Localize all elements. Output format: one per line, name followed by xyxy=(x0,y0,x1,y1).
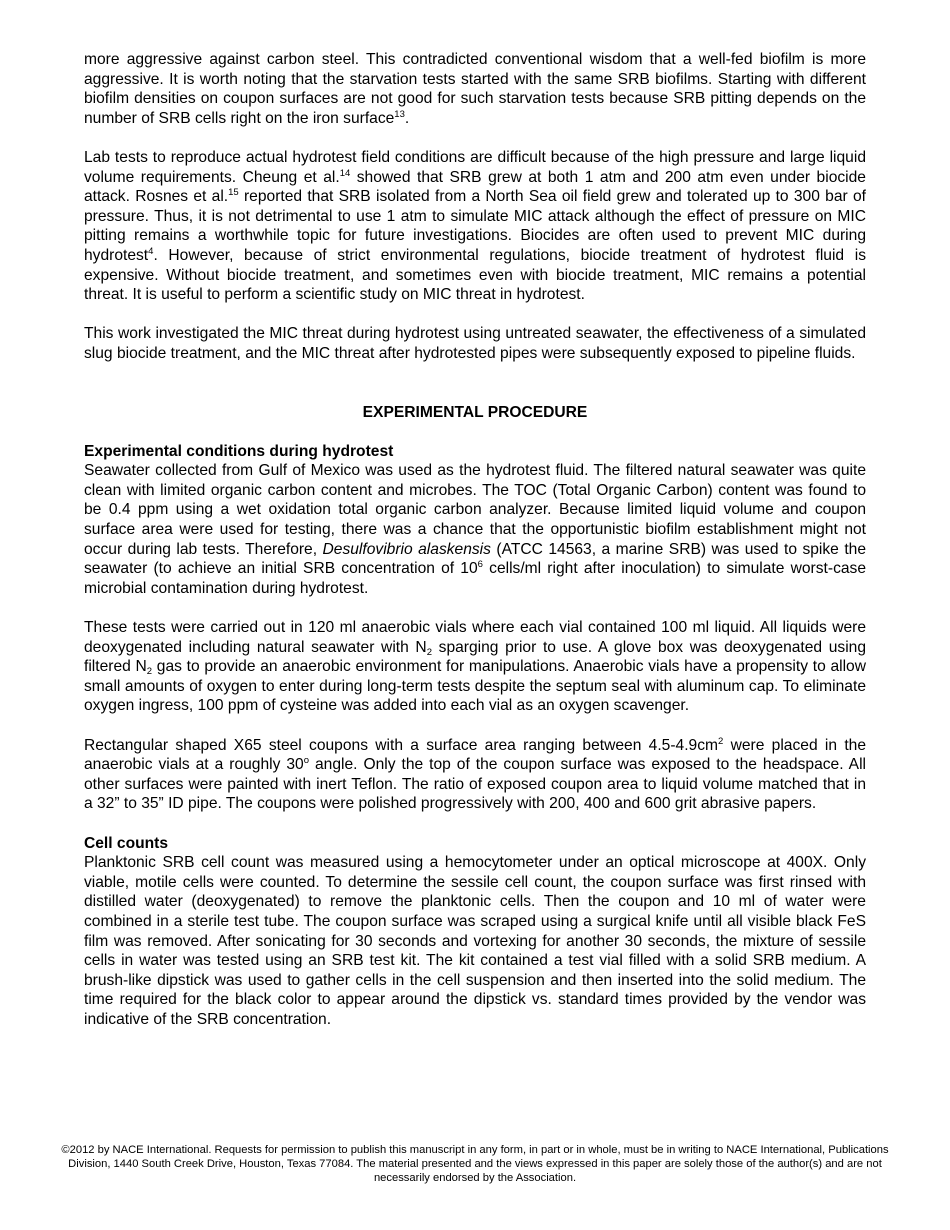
citation-ref: 4 xyxy=(148,245,154,257)
paragraph-lab-tests: Lab tests to reproduce actual hydrotest field conditions are difficult because of the high pressure and large liquid volume requirements. Cheung et al.$^{14}$ showed that SRB grew at both 1 atm and 200 atm even under biocide attack. Rosnes et al.$^{15}$ reported that SRB isolated from a North Sea oil field grew and tolerated up to 300 bar of pressure. Thus, it is not detrimental to use 1 atm to simulate MIC attack although the effect of pressure on MIC pitting remains a worthwhile topic for future investigations. Biocides are often used to prevent MIC during hydrotest$^4$. However, because of strict environmental regulations, biocide treatment of hydrotest fluid is expensive. Without biocide treatment, and sometimes even with biocide treatment, MIC remains a potential threat. It is useful to perform a scientific study on MIC threat in hydrotest. xyxy=(84,148,866,304)
paragraph-starvation-tests: more aggressive against carbon steel. This contradicted conventional wisdom that a well-fed biofilm is more aggressive. It is worth noting that the starvation tests started with the same SRB biofilms. Starting with different biofilm densities on coupon surfaces are not good for such starvation tests because SRB pitting depends on the number of SRB cells right on the iron surface$^{13}$. xyxy=(84,51,866,127)
exponent: 6 xyxy=(477,559,483,571)
subscript: 2 xyxy=(426,646,432,658)
citation-ref: 14 xyxy=(339,167,351,179)
page-content xyxy=(84,50,866,1030)
subscript: 2 xyxy=(146,666,153,678)
paragraph-anaerobic-vials: These tests were carried out in 120 ml anaerobic vials where each vial contained 100 ml liquid. All liquids were deoxygenated including natural seawater with $N_2$ sparging prior to use. A glove box was deoxygenated using filtered $N_2$ gas to provide an anaerobic environment for manipulations. Anaerobic vials have a propensity to allow small amounts of oxygen to enter during long-term tests despite the septum seal with aluminum cap. To eliminate oxygen ingress, 100 ppm of cysteine was added into each vial as an oxygen scavenger. xyxy=(84,619,867,715)
paragraph-cell-counts: Planktonic SRB cell count was measured using a hemocytometer under an optical microscope at 400X. Only viable, motile cells were counted. To determine the sessile cell count, the coupon surface was first rinsed with distilled water (deoxygenated) to remove the planktonic cells. Then the coupon and 10 ml of water were combined in a sterile test tube. The coupon surface was scraped using a surgical knife until all visible black FeS film was removed. After sonicating for 30 seconds and vortexing for another 30 seconds, the mixture of sessile cells in water was tested using an SRB test kit. The kit contained a test vial filled with a solid SRB medium. A brush-like dipstick was used to gather cells in the cell suspension and then inserted into the solid medium. The time required for the black color to appear around the dipstick vs. standard times provided by the vendor was indicative of the SRB concentration. xyxy=(84,854,866,1028)
copyright-footer: ©2012 by NACE International. Requests for permission to publish this manuscript in any form, in part or in whole, must be in writing to NACE International, Publications Division, 1440 South Creek Drive, Houston, Texas 77084. The material presented and the views expressed in this paper are solely those of the author(s) and are not necessarily endorsed by the Association. xyxy=(61,1144,889,1185)
species-name: Desulfovibrio alaskensis xyxy=(322,540,491,558)
paragraph-seawater: Seawater collected from Gulf of Mexico was used as the hydrotest fluid. The filtered natural seawater was quite clean with limited organic carbon content and microbes. The TOC (Total Organic Carbon) content was found to be 0.4 ppm using a wet oxidation total organic carbon analyzer. Because limited liquid volume and coupon surface area were used for testing, there was a chance that the opportunistic biofilm establishment might not occur during lab tests. Therefore, Desulfovibrio alaskensis (ATCC 14563, a marine SRB) was used to spike the seawater (to achieve an initial SRB concentration of $10^6$ cells/ml right after inoculation) to simulate worst-case microbial contamination during hydrotest. xyxy=(84,462,867,597)
superscript: 2 xyxy=(718,735,724,747)
paragraph-this-work: This work investigated the MIC threat during hydrotest using untreated seawater, the effectiveness of a simulated slug biocide treatment, and the MIC threat after hydrotested pipes were subsequently exposed to pipeline fluids. xyxy=(84,325,866,362)
subheading-hydrotest-conditions: Experimental conditions during hydrotest xyxy=(84,442,394,460)
degree-symbol: o xyxy=(303,755,310,767)
citation-ref: 13 xyxy=(394,108,405,120)
section-title: EXPERIMENTAL PROCEDURE xyxy=(362,403,588,421)
subheading-cell-counts: Cell counts xyxy=(84,834,169,852)
citation-ref: 15 xyxy=(228,187,239,199)
paragraph-coupons: Rectangular shaped X65 steel coupons with a surface area ranging between $4.5-4.9cm^2$ were placed in the anaerobic vials at a roughly 30$^o$ angle. Only the top of the coupon surface was exposed to the headspace. All other surfaces were painted with inert Teflon. The ratio of exposed coupon area to liquid volume matched that in a 32” to 35” ID pipe. The coupons were polished progressively with 200, 400 and 600 grit abrasive papers. xyxy=(84,735,866,813)
